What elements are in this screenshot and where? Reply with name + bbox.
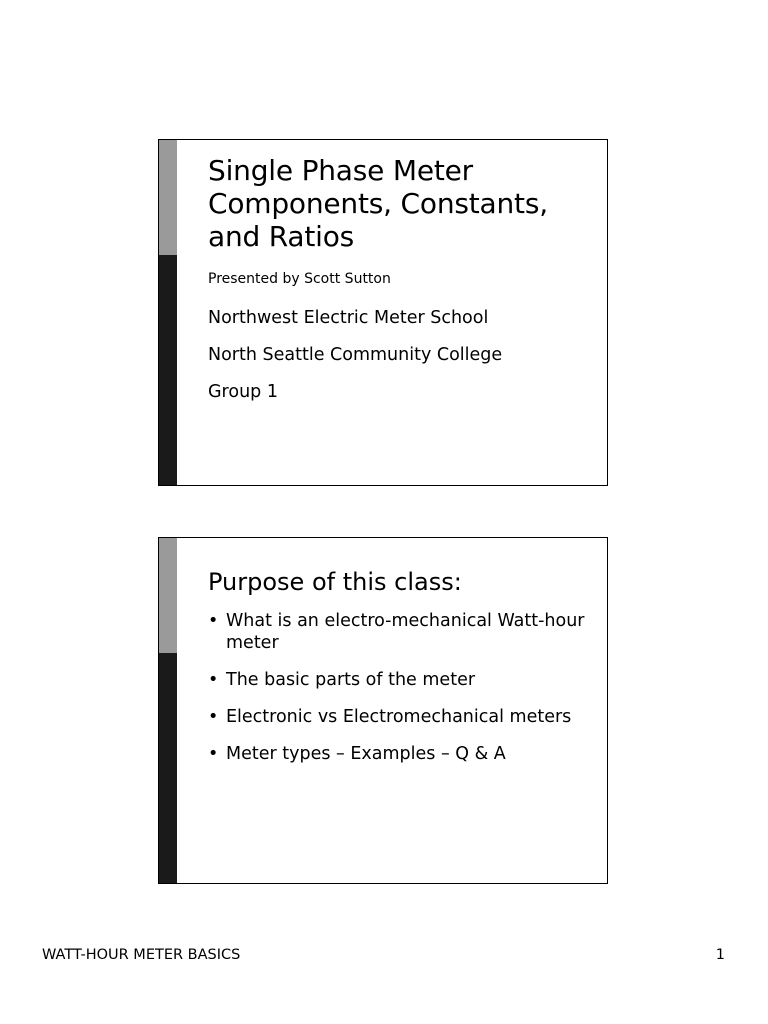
slide-2-sidebar [159,538,177,883]
footer-title: WATT-HOUR METER BASICS [42,947,241,963]
bullet-text: Meter types – Examples – Q & A [226,744,506,764]
bullet-list [208,610,595,765]
list-item [208,706,595,728]
college-name: North Seattle Community College [208,345,503,365]
bullet-icon: • [208,611,219,631]
group-label: Group 1 [208,382,278,402]
list-item [208,610,595,654]
slide-1 [158,139,608,486]
school-name: Northwest Electric Meter School [208,308,489,328]
slide-1-sidebar [159,140,177,485]
slide-2-title: Purpose of this class: [208,568,462,596]
bullet-text: Electronic vs Electromechanical meters [226,707,572,727]
sidebar-accent-dark [159,255,177,485]
list-item [208,743,595,765]
slide-1-title [208,154,595,253]
bullet-icon: • [208,707,219,727]
slide-1-content [208,140,595,403]
sidebar-accent-light [159,140,177,255]
list-item [208,669,595,691]
bullet-text-line-1: What is an electro-mechanical Watt-hour [226,611,585,631]
title-line-2: Components, Constants, [208,187,548,220]
title-line-3: and Ratios [208,220,355,253]
bullet-text: The basic parts of the meter [226,670,476,690]
slide-2 [158,537,608,884]
bullet-icon: • [208,670,219,690]
bullet-text-line-2: meter [226,633,279,653]
sidebar-accent-light [159,538,177,653]
page-number: 1 [715,947,725,963]
slide-2-content [208,538,595,780]
title-line-1: Single Phase Meter [208,154,473,187]
sidebar-accent-dark [159,653,177,883]
bullet-icon: • [208,744,219,764]
presenter-text: Presented by Scott Sutton [208,271,391,287]
